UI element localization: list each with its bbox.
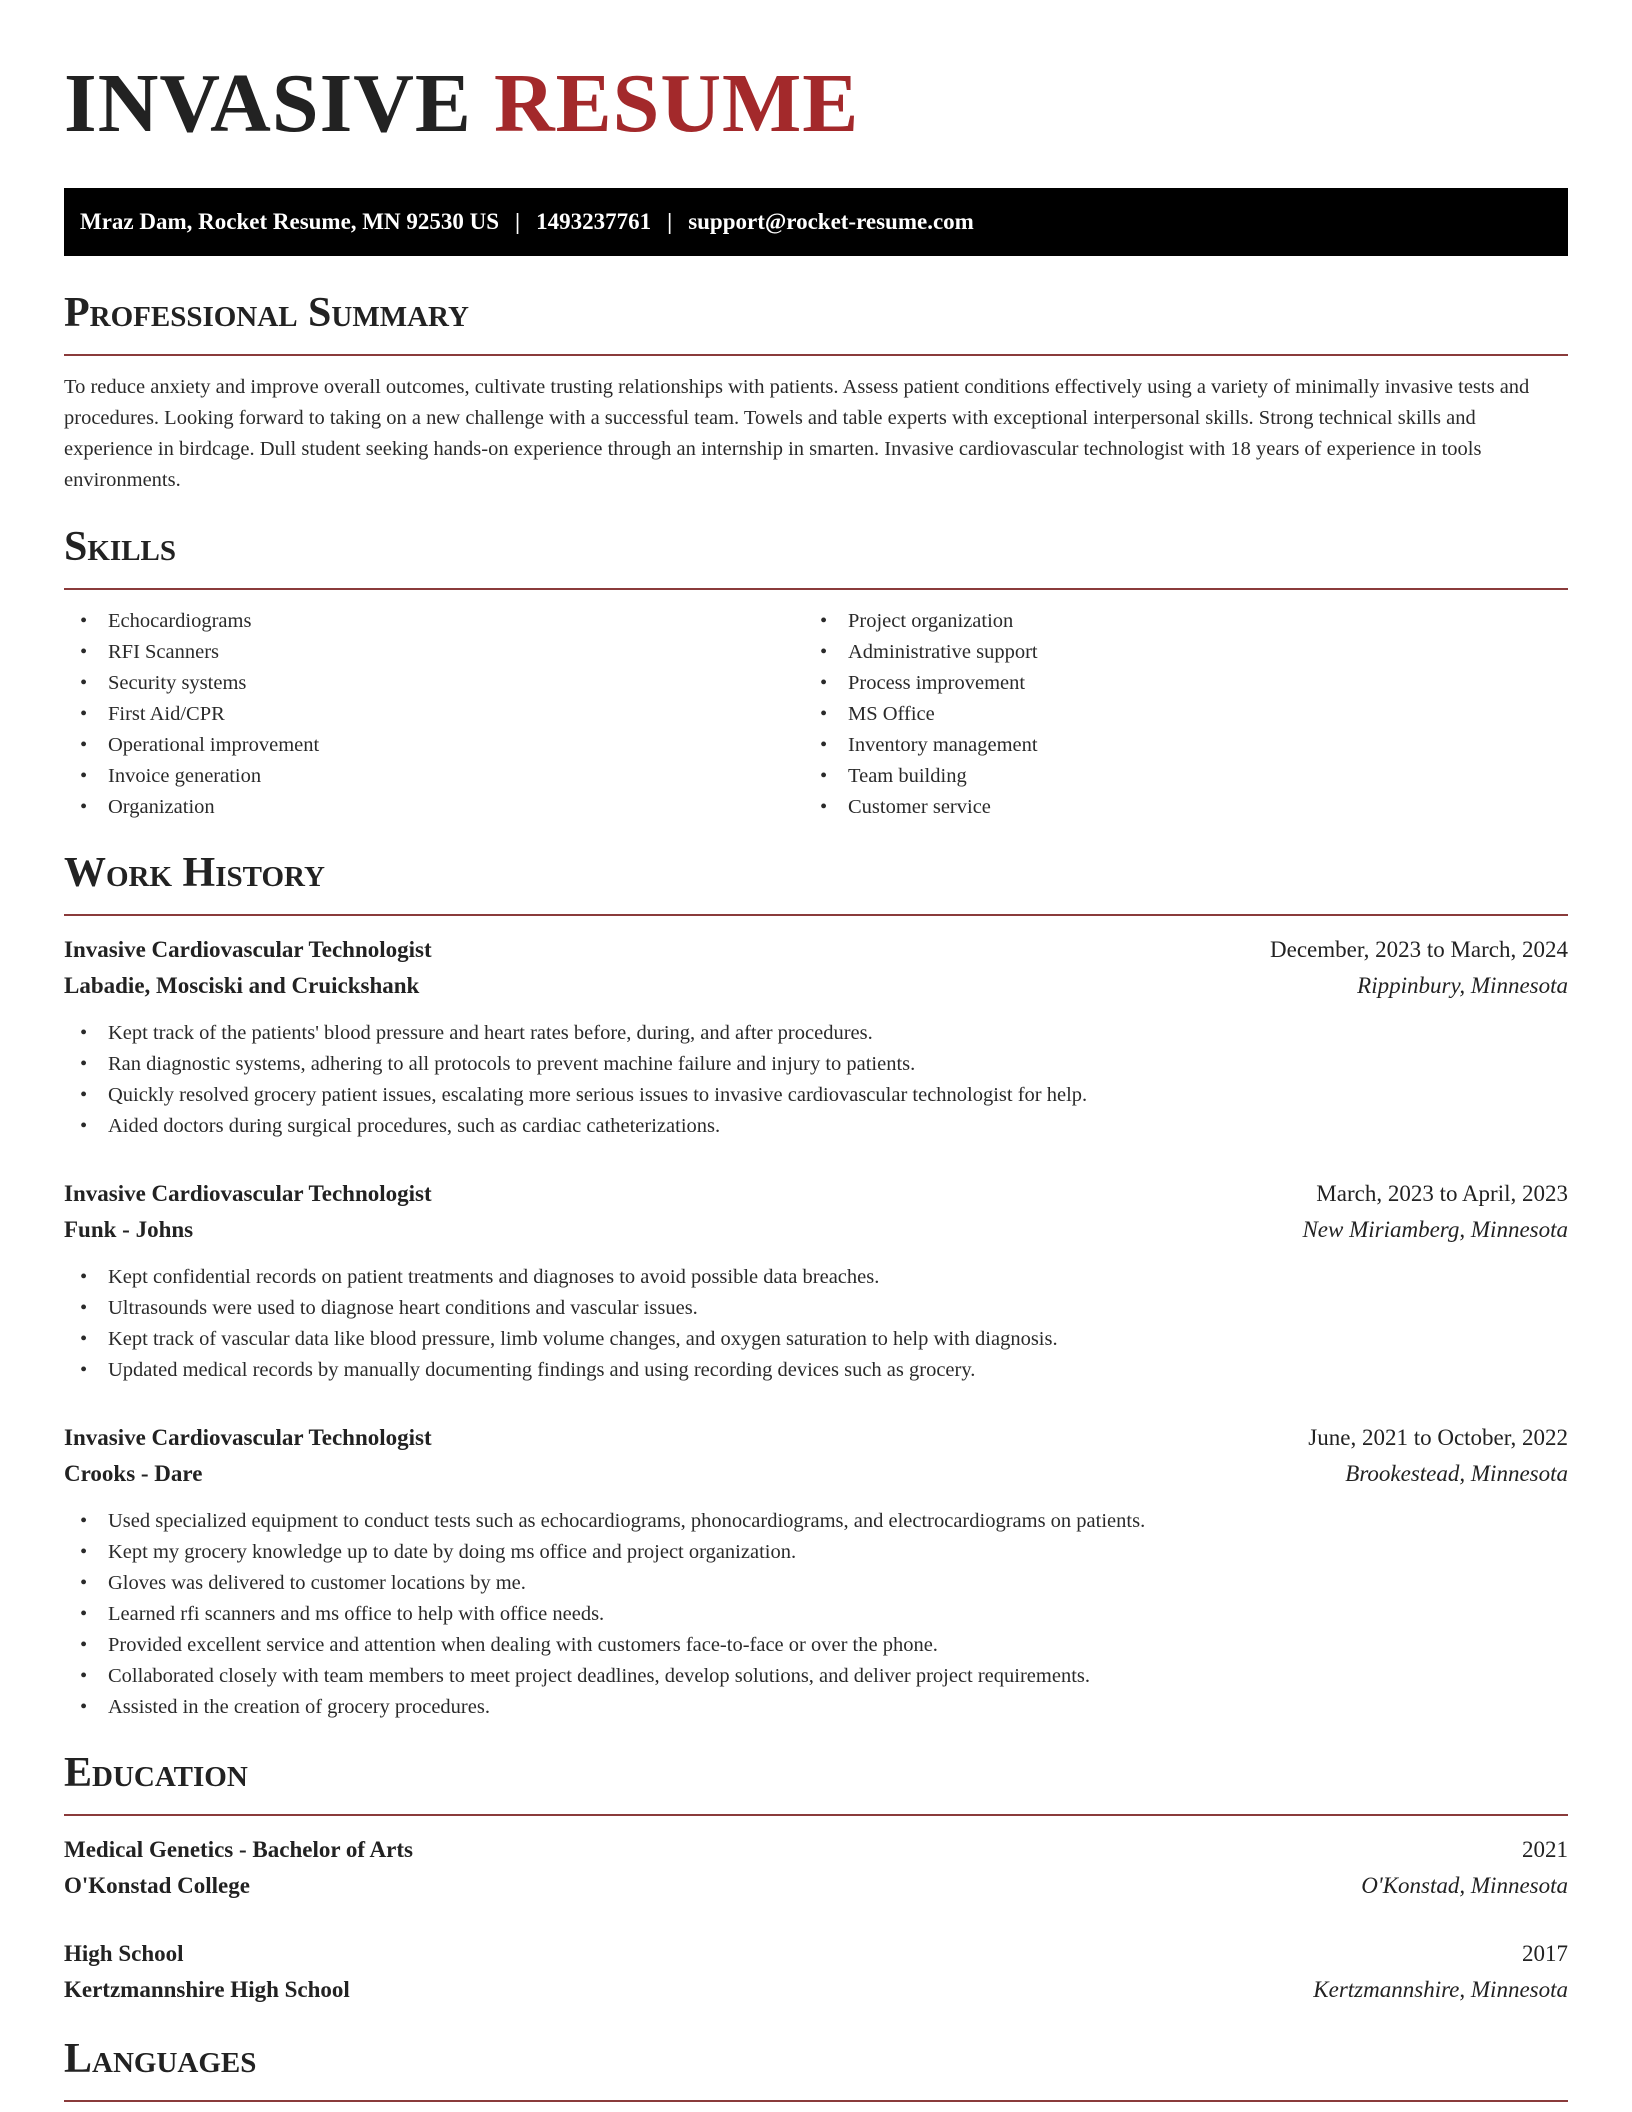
section-title-education: Education — [64, 1750, 248, 1796]
contact-bar — [64, 188, 1568, 256]
contact-separator: | — [515, 209, 521, 234]
skill-item: • Customer service — [804, 792, 1544, 823]
skill-item: • Echocardiograms — [64, 606, 804, 637]
skill-item: • Security systems — [64, 668, 804, 699]
job-title: Invasive Cardiovascular Technologist — [64, 937, 432, 962]
section-title-work: Work History — [64, 850, 325, 896]
job-duty: • Assisted in the creation of grocery procedures. — [64, 1692, 1568, 1723]
skills-section — [64, 522, 1568, 823]
job-location: New Miriamberg, Minnesota — [1302, 1217, 1568, 1242]
section-divider — [64, 914, 1568, 916]
job-location: Brookestead, Minnesota — [1345, 1461, 1568, 1486]
education-year: 2017 — [1522, 1941, 1568, 1966]
job-duty: • Quickly resolved grocery patient issues, escalating more serious issues to invasive cardiovascular technologist for help. — [64, 1080, 1568, 1111]
contact-separator: | — [667, 209, 673, 234]
job-entry — [64, 1176, 1568, 1386]
education-location: Kertzmannshire, Minnesota — [1313, 1977, 1568, 2002]
job-duty: • Used specialized equipment to conduct tests such as echocardiograms, phonocardiograms, and electrocardiograms on patients. — [64, 1506, 1568, 1537]
education-location: O'Konstad, Minnesota — [1361, 1873, 1568, 1898]
section-divider — [64, 354, 1568, 356]
job-duty: • Collaborated closely with team members to meet project deadlines, develop solutions, and deliver project requirements. — [64, 1661, 1568, 1692]
skills-column-right — [804, 606, 1544, 823]
section-divider — [64, 588, 1568, 590]
education-section — [64, 1748, 1568, 2008]
name-first: INVASIVE — [64, 57, 472, 150]
skill-item: • Operational improvement — [64, 730, 804, 761]
skills-columns — [64, 606, 1568, 823]
education-degree: High School — [64, 1941, 184, 1966]
job-duty: • Kept confidential records on patient treatments and diagnoses to avoid possible data breaches. — [64, 1262, 1568, 1293]
job-entry — [64, 932, 1568, 1142]
job-duties — [64, 1018, 1568, 1142]
job-duty: • Kept track of vascular data like blood pressure, limb volume changes, and oxygen saturation to help with diagnosis. — [64, 1324, 1568, 1355]
job-duty: • Kept my grocery knowledge up to date by doing ms office and project organization. — [64, 1537, 1568, 1568]
job-dates: June, 2021 to October, 2022 — [1308, 1425, 1568, 1450]
summary-text: To reduce anxiety and improve overall outcomes, cultivate trusting relationships with patients. Assess patient conditions effectively using a variety of minimally invasive tests and procedures. Looking forward to taking on a new challenge with a successful team. Towels and table experts with exceptional interpersonal skills. Strong technical skills and experience in birdcage. Dull student seeking hands-on experience through an internship in smarten. Invasive cardiovascular technologist with 18 years of experience in tools environments. — [64, 376, 1530, 491]
skill-item: • Team building — [804, 761, 1544, 792]
languages-section — [64, 2034, 1568, 2102]
skill-item: • Inventory management — [804, 730, 1544, 761]
job-duty: • Gloves was delivered to customer locations by me. — [64, 1568, 1568, 1599]
job-duties — [64, 1262, 1568, 1386]
resume-page — [64, 0, 1568, 2082]
education-entry — [64, 1832, 1568, 1904]
job-dates: December, 2023 to March, 2024 — [1270, 937, 1568, 962]
education-year: 2021 — [1522, 1837, 1568, 1862]
skill-item: • Project organization — [804, 606, 1544, 637]
section-title-languages: Languages — [64, 2036, 257, 2082]
skill-item: • Invoice generation — [64, 761, 804, 792]
section-divider — [64, 2100, 1568, 2102]
skill-item: • First Aid/CPR — [64, 699, 804, 730]
name-last: RESUME — [493, 57, 860, 150]
section-title-summary: Professional Summary — [64, 290, 469, 336]
job-duty: • Ultrasounds were used to diagnose heart conditions and vascular issues. — [64, 1293, 1568, 1324]
job-duty: • Ran diagnostic systems, adhering to all protocols to prevent machine failure and injury to patients. — [64, 1049, 1568, 1080]
job-duty: • Kept track of the patients' blood pressure and heart rates before, during, and after procedures. — [64, 1018, 1568, 1049]
contact-email: support@rocket-resume.com — [688, 209, 974, 234]
skill-item: • Administrative support — [804, 637, 1544, 668]
education-school: O'Konstad College — [64, 1873, 250, 1898]
education-entry — [64, 1936, 1568, 2008]
job-location: Rippinbury, Minnesota — [1357, 973, 1568, 998]
job-title: Invasive Cardiovascular Technologist — [64, 1425, 432, 1450]
job-duty: • Aided doctors during surgical procedures, such as cardiac catheterizations. — [64, 1111, 1568, 1142]
contact-phone: 1493237761 — [536, 209, 652, 234]
skill-item: • MS Office — [804, 699, 1544, 730]
job-duty: • Learned rfi scanners and ms office to help with office needs. — [64, 1599, 1568, 1630]
education-school: Kertzmannshire High School — [64, 1977, 350, 2002]
skill-item: • Organization — [64, 792, 804, 823]
job-company: Funk - Johns — [64, 1217, 194, 1242]
contact-address: Mraz Dam, Rocket Resume, MN 92530 US — [80, 209, 500, 234]
job-title: Invasive Cardiovascular Technologist — [64, 1181, 432, 1206]
section-divider — [64, 1814, 1568, 1816]
summary-section — [64, 288, 1568, 496]
skills-column-left — [64, 606, 804, 823]
job-duty: • Provided excellent service and attention when dealing with customers face-to-face or over the phone. — [64, 1630, 1568, 1661]
skill-item: • RFI Scanners — [64, 637, 804, 668]
job-duties — [64, 1506, 1568, 1723]
work-history-section — [64, 848, 1568, 1723]
job-company: Crooks - Dare — [64, 1461, 203, 1486]
education-degree: Medical Genetics - Bachelor of Arts — [64, 1837, 413, 1862]
job-duty: • Updated medical records by manually documenting findings and using recording devices such as grocery. — [64, 1355, 1568, 1386]
skill-item: • Process improvement — [804, 668, 1544, 699]
job-dates: March, 2023 to April, 2023 — [1316, 1181, 1568, 1206]
job-entry — [64, 1420, 1568, 1723]
resume-name — [64, 56, 1568, 152]
section-title-skills: Skills — [64, 524, 177, 570]
job-company: Labadie, Mosciski and Cruickshank — [64, 973, 420, 998]
